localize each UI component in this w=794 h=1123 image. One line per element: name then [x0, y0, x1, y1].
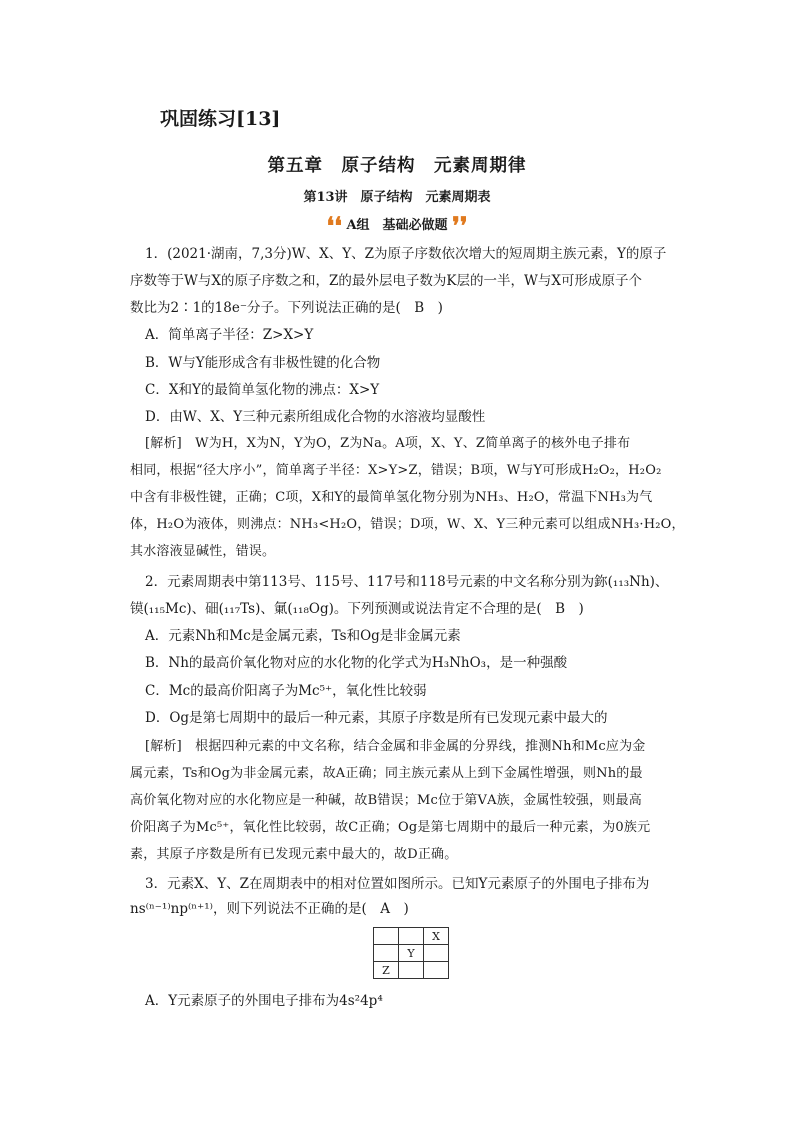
q3-stem-line: 3．元素X、Y、Z在周期表中的相对位置如图所示。已知Y元素原子的外围电子排布为 — [145, 876, 650, 892]
group-heading — [0, 210, 794, 240]
q1-option: B．W与Y能形成含有非极性键的化合物 — [145, 355, 381, 371]
q1-stem-line: 1．(2021·湖南，7,3分)W、X、Y、Z为原子序数依次增大的短周期主族元素，Y的原子 — [145, 246, 667, 262]
q2-analysis-line: [解析] 根据四种元素的中文名称，结合金属和非金属的分界线，推测Nh和Mc应为金 — [145, 739, 646, 754]
q1-stem-line: 数比为2∶1的18e⁻分子。下列说法正确的是( B ) — [130, 300, 443, 316]
table-row — [374, 945, 449, 962]
table-cell — [374, 945, 399, 962]
table-cell — [424, 945, 449, 962]
q2-stem-line: 镆(₁₁₅Mc)、鿬(₁₁₇Ts)、氭(₁₁₈Og)。下列预测或说法肯定不合理的是( B ) — [130, 601, 584, 617]
close-quote-icon: ❜❜ — [452, 210, 468, 240]
q2-analysis-line: 素，其原子序数是所有已发现元素中最大的，故D正确。 — [130, 847, 458, 862]
q1-analysis-line: 相同，根据“径大序小”，简单离子半径：X>Y>Z，错误；B项，W与Y可形成H₂O₂，H₂O₂ — [130, 463, 662, 478]
q1-option: D．由W、X、Y三种元素所组成化合物的水溶液均显酸性 — [145, 409, 486, 425]
group-label: A组 基础必做题 — [346, 218, 448, 233]
table-cell: X — [424, 928, 449, 945]
chapter-title: 第五章 原子结构 元素周期律 — [267, 156, 527, 176]
section-title: 第13讲 原子结构 元素周期表 — [303, 190, 491, 205]
table-cell — [399, 962, 424, 979]
table-cell — [399, 928, 424, 945]
table-cell — [374, 928, 399, 945]
q1-analysis-line: 体，H₂O为液体，则沸点：NH₃<H₂O，错误；D项，W、X、Y三种元素可以组成NH₃·H₂O， — [130, 517, 685, 532]
q2-analysis-line: 属元素，Ts和Og为非金属元素，故A正确；同主族元素从上到下金属性增强，则Nh的最 — [130, 766, 643, 781]
q1-analysis-line: 中含有非极性键，正确；C项，X和Y的最简单氢化物分别为NH₃、H₂O，常温下NH₃为气 — [130, 490, 653, 505]
q1-option: A．简单离子半径：Z>X>Y — [145, 327, 314, 343]
q1-analysis-line: [解析] W为H，X为N，Y为O，Z为Na。A项，X、Y、Z简单离子的核外电子排布 — [145, 436, 631, 451]
q2-option: B．Nh的最高价氧化物对应的水化物的化学式为H₃NhO₃，是一种强酸 — [145, 655, 568, 671]
q1-analysis-line: 其水溶液显碱性，错误。 — [130, 544, 276, 559]
q2-option: A．元素Nh和Mc是金属元素，Ts和Og是非金属元素 — [145, 628, 461, 644]
table-cell: Y — [399, 945, 424, 962]
open-quote-icon: ❛❛ — [326, 210, 342, 240]
table-row — [374, 928, 449, 945]
q1-option: C．X和Y的最简单氢化物的沸点：X>Y — [145, 382, 380, 398]
q1-stem-line: 序数等于W与X的原子序数之和，Z的最外层电子数为K层的一半，W与X可形成原子个 — [130, 273, 642, 289]
q2-option: C．Mc的最高价阳离子为Mc⁵⁺，氧化性比较弱 — [145, 683, 427, 699]
page-title: 巩固练习[13] — [160, 108, 281, 130]
table-cell — [424, 962, 449, 979]
q2-stem-line: 2．元素周期表中第113号、115号、117号和118号元素的中文名称分别为鉨(₁₁₃Nh)、 — [145, 574, 669, 590]
q3-stem-line: ns⁽ⁿ⁻¹⁾np⁽ⁿ⁺¹⁾，则下列说法不正确的是( A ) — [130, 901, 409, 917]
table-cell: Z — [374, 962, 399, 979]
q2-analysis-line: 价阳离子为Mc⁵⁺，氧化性比较弱，故C正确；Og是第七周期中的最后一种元素，为0族元 — [130, 820, 651, 835]
periodic-position-table — [373, 927, 449, 979]
q3-option: A．Y元素原子的外围电子排布为4s²4p⁴ — [145, 993, 383, 1009]
q2-option: D．Og是第七周期中的最后一种元素，其原子序数是所有已发现元素中最大的 — [145, 710, 608, 726]
q2-analysis-line: 高价氧化物对应的水化物应是一种碱，故B错误；Mc位于第ⅤA族，金属性较强，则最高 — [130, 793, 642, 808]
table-row — [374, 962, 449, 979]
